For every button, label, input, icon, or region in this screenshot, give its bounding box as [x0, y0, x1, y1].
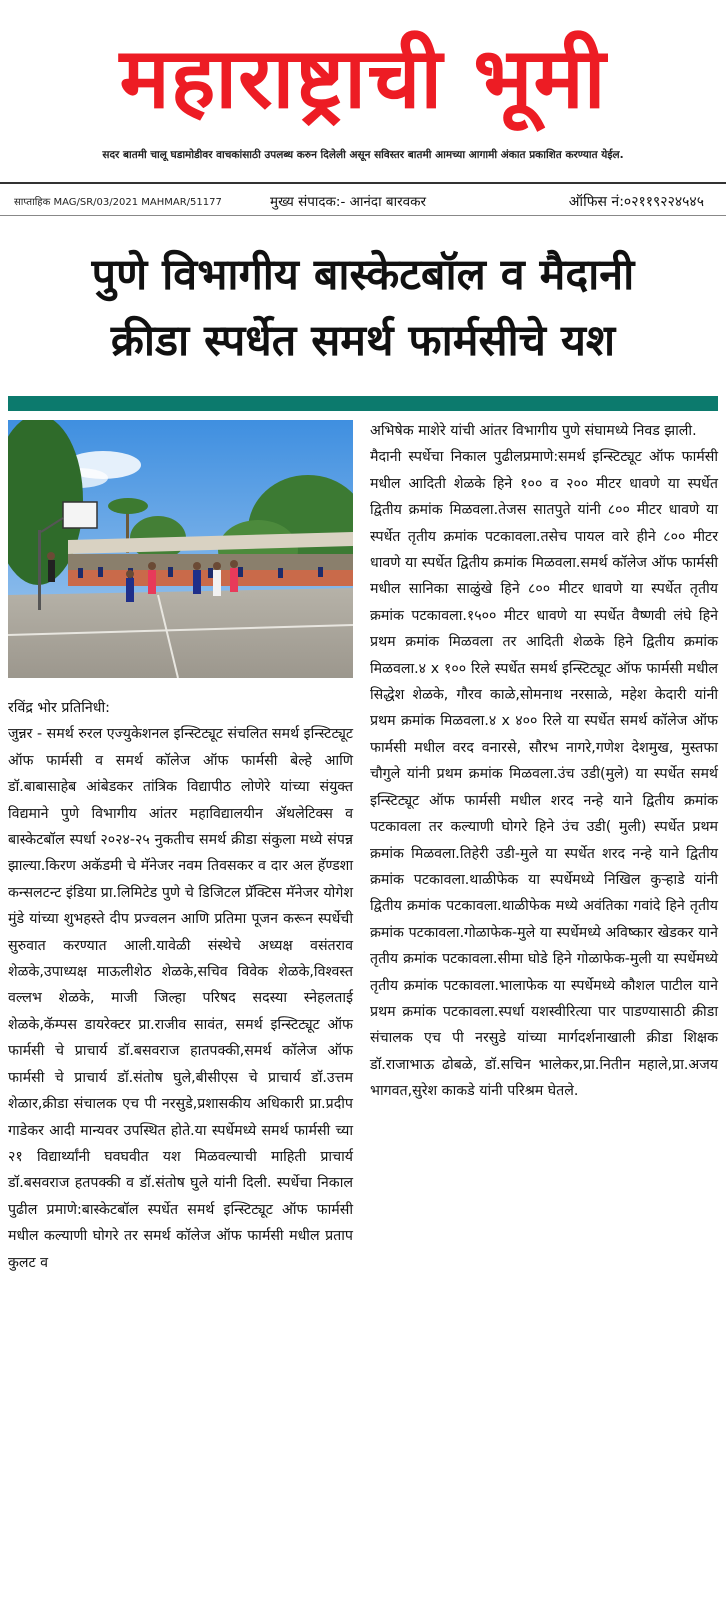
masthead-divider [0, 182, 726, 184]
article-body-left: जुन्नर - समर्थ रुरल एज्युकेशनल इन्स्टिट्यूट संचलित समर्थ इन्स्टिट्यूट ऑफ फार्मसी व समर्थ कॉलेज ऑफ फार्मसी बेल्हे आणि डॉ.बाबासाहेब आंबेडकर तांत्रिक विद्यापीठ लोणेरे यांच्या संयुक्त विद्यमाने पुणे विभागीय आंतर महाविद्यालयीन ॲथलेटिक्स व बास्केटबॉल स्पर्धा २०२४-२५ नुकतीच समर्थ क्रीडा संकुला मध्ये संपन्न झाल्या.किरण अकॅडमी चे मॅनेजर नवम तिवसकर व दार अल हॅण्डशा कन्सलटन्ट इंडिया प्रा.लिमिटेड पुणे चे डिजिटल प्रॅक्टिस मॅनेजर योगेश मुंडे यांच्या शुभहस्ते दीप प्रज्वलन आणि प्रतिमा पूजन करून स्पर्धेची सुरुवात करण्यात आली.यावेळी संस्थेचे अध्यक्ष वसंतराव शेळके,उपाध्यक्ष माऊलीशेठ शेळके,सचिव विवेक शेळके,विश्वस्त वल्लभ शेळके, माजी जिल्हा परिषद सदस्या स्नेहलताई शेळके,कॅम्पस डायरेक्टर प्रा.राजीव सावंत, समर्थ इन्स्टिट्यूट ऑफ फार्मसी चे प्राचार्य डॉ.बसवराज हातपक्की,समर्थ कॉलेज ऑफ फार्मसी चे प्राचार्य डॉ.संतोष घुले,बीसीएस चे प्राचार्य डॉ.उत्तम शेळार,क्रीडा संचालक एच पी नरसुडे,प्रशासकीय अधिकारी प्रा.प्रदीप गाडेकर आदी मान्यवर उपस्थित होते.या स्पर्धेमध्ये समर्थ फार्मसी च्या २१ विद्यार्थ्यांनी घवघवीत यश मिळवल्याची माहिती प्राचार्य डॉ.बसवराज हतपक्की व डॉ.संतोष घुले यांनी दिली. स्पर्धेचा निकाल पुढील प्रमाणे:बास्केटबॉल स्पर्धेत समर्थ इन्स्टिट्यूट ऑफ फार्मसी मधील कल्याणी घोगरे तर समर्थ कॉलेज ऑफ फार्मसी मधील प्रताप कुलट व [8, 726, 353, 1271]
info-bar-divider [0, 215, 726, 216]
reporter-byline: रविंद्र भोर प्रतिनिधी: [8, 700, 110, 716]
headline-line-1: पुणे विभागीय बास्केटबॉल व मैदानी [91, 250, 635, 300]
article-body-right-para-2: मैदानी स्पर्धेचा निकाल पुढीलप्रमाणे:समर्थ इन्स्टिट्यूट ऑफ फार्मसी मधील आदिती शेळके हिने १०० व २०० मीटर धावणे या स्पर्धेत द्वितीय क्रमांक मिळवला.तेजस सातपुते यांनी ८०० मीटर धावणे या स्पर्धेत तृतीय क्रमांक पटकावला.तसेच पायल वारे हीने ८०० मीटर धावणे या स्पर्धेत द्वितीय क्रमांक मिळवला.समर्थ कॉलेज ऑफ फार्मसी मधील सानिका साळुंखे हिने ८०० मीटर धावणे या स्पर्धेत तृतीय क्रमांक पटकावला.१५०० मीटर धावणे या स्पर्धेत वैष्णवी लंघे हिने प्रथम क्रमांक मिळवला तर आदिती शेळके हिने द्वितीय क्रमांक मिळवला.४ x १०० रिले स्पर्धेत समर्थ इन्स्टिट्यूट ऑफ फार्मसी मधील सिद्धेश शेळके, गौरव काळे,सोमनाथ नरसाळे, महेश केदारी यांनी प्रथम क्रमांक मिळवला.४ x ४०० रिले या स्पर्धेत समर्थ कॉलेज ऑफ फार्मसी मधील वरद वनारसे, सौरभ नागरे,गणेश देशमुख, मुस्तफा चौगुले यांनी प्रथम क्रमांक मिळवला.उंच उडी(मुले) या स्पर्धेत समर्थ इन्स्टिट्यूट ऑफ फार्मसी मधील शरद नन्हे याने द्वितीय क्रमांक पटकावला तर कल्याणी घोगरे हिने उंच उडी( मुली) स्पर्धेत प्रथम क्रमांक मिळवला.तिहेरी उडी-मुले या स्पर्धेत शरद नन्हे याने द्वितीय क्रमांक पटकावला.थाळीफेक या स्पर्धेमध्ये निखिल कुऱ्हाडे यांनी द्वितीय क्रमांक पटकावला.थाळीफेक मध्ये अवंतिका गवांदे हिने तृतीय क्रमांक पटकावला.गोळाफेक-मुले या स्पर्धेमध्ये अविष्कार खेडकर याने तृतीय क्रमांक पटकावला.सीमा घोडे हिने गोळाफेक-मुली या स्पर्धेमध्ये तृतीय क्रमांक पटकावला.भालाफेक या स्पर्धेमध्ये कौशल पाटील याने प्रथम क्रमांक पटकावला.स्पर्धा यशस्वीरित्या पार पाडण्यासाठी क्रीडा संचालक एच पी नरसुडे यांच्या मार्गदर्शनाखाली क्रीडा शिक्षक डॉ.राजाभाऊ ढोबळे, डॉ.सचिन भालेकर,प्रा.नितीन महाले,प्रा.अजय भागवत,सुरेश काकडे यांनी परिश्रम घेतले. [370, 449, 718, 1100]
section-band [8, 396, 718, 411]
basketball-court-photo [8, 420, 353, 678]
registration-number: साप्ताहिक MAG/SR/03/2021 MAHMAR/51177 [14, 197, 222, 208]
newspaper-title: महाराष्ट्राची भूमी [119, 29, 607, 127]
masthead [0, 0, 726, 210]
article-column-right [370, 418, 718, 1105]
headline-line-2: क्रीडा स्पर्धेत समर्थ फार्मसीचे यश [110, 316, 616, 366]
info-bar [0, 188, 726, 216]
article-headline [10, 242, 716, 374]
photo-illustration [8, 420, 353, 678]
masthead-note: सदर बातमी चालू घडामोडीवर वाचकांसाठी उपलब्ध करुन दिलेली असून सविस्तर बातमी आमच्या आगामी अंकात प्रकाशित करण्यात येईल. [102, 149, 624, 161]
article-body-right-para-1: अभिषेक माशेरे यांची आंतर विभागीय पुणे संघामध्ये निवड झाली. [370, 423, 697, 439]
office-phone: ऑफिस नं:०२११९२२४५४५ [568, 194, 704, 210]
article-column-left [8, 695, 353, 1276]
chief-editor: मुख्य संपादक:- आनंदा बारवकर [270, 194, 426, 210]
